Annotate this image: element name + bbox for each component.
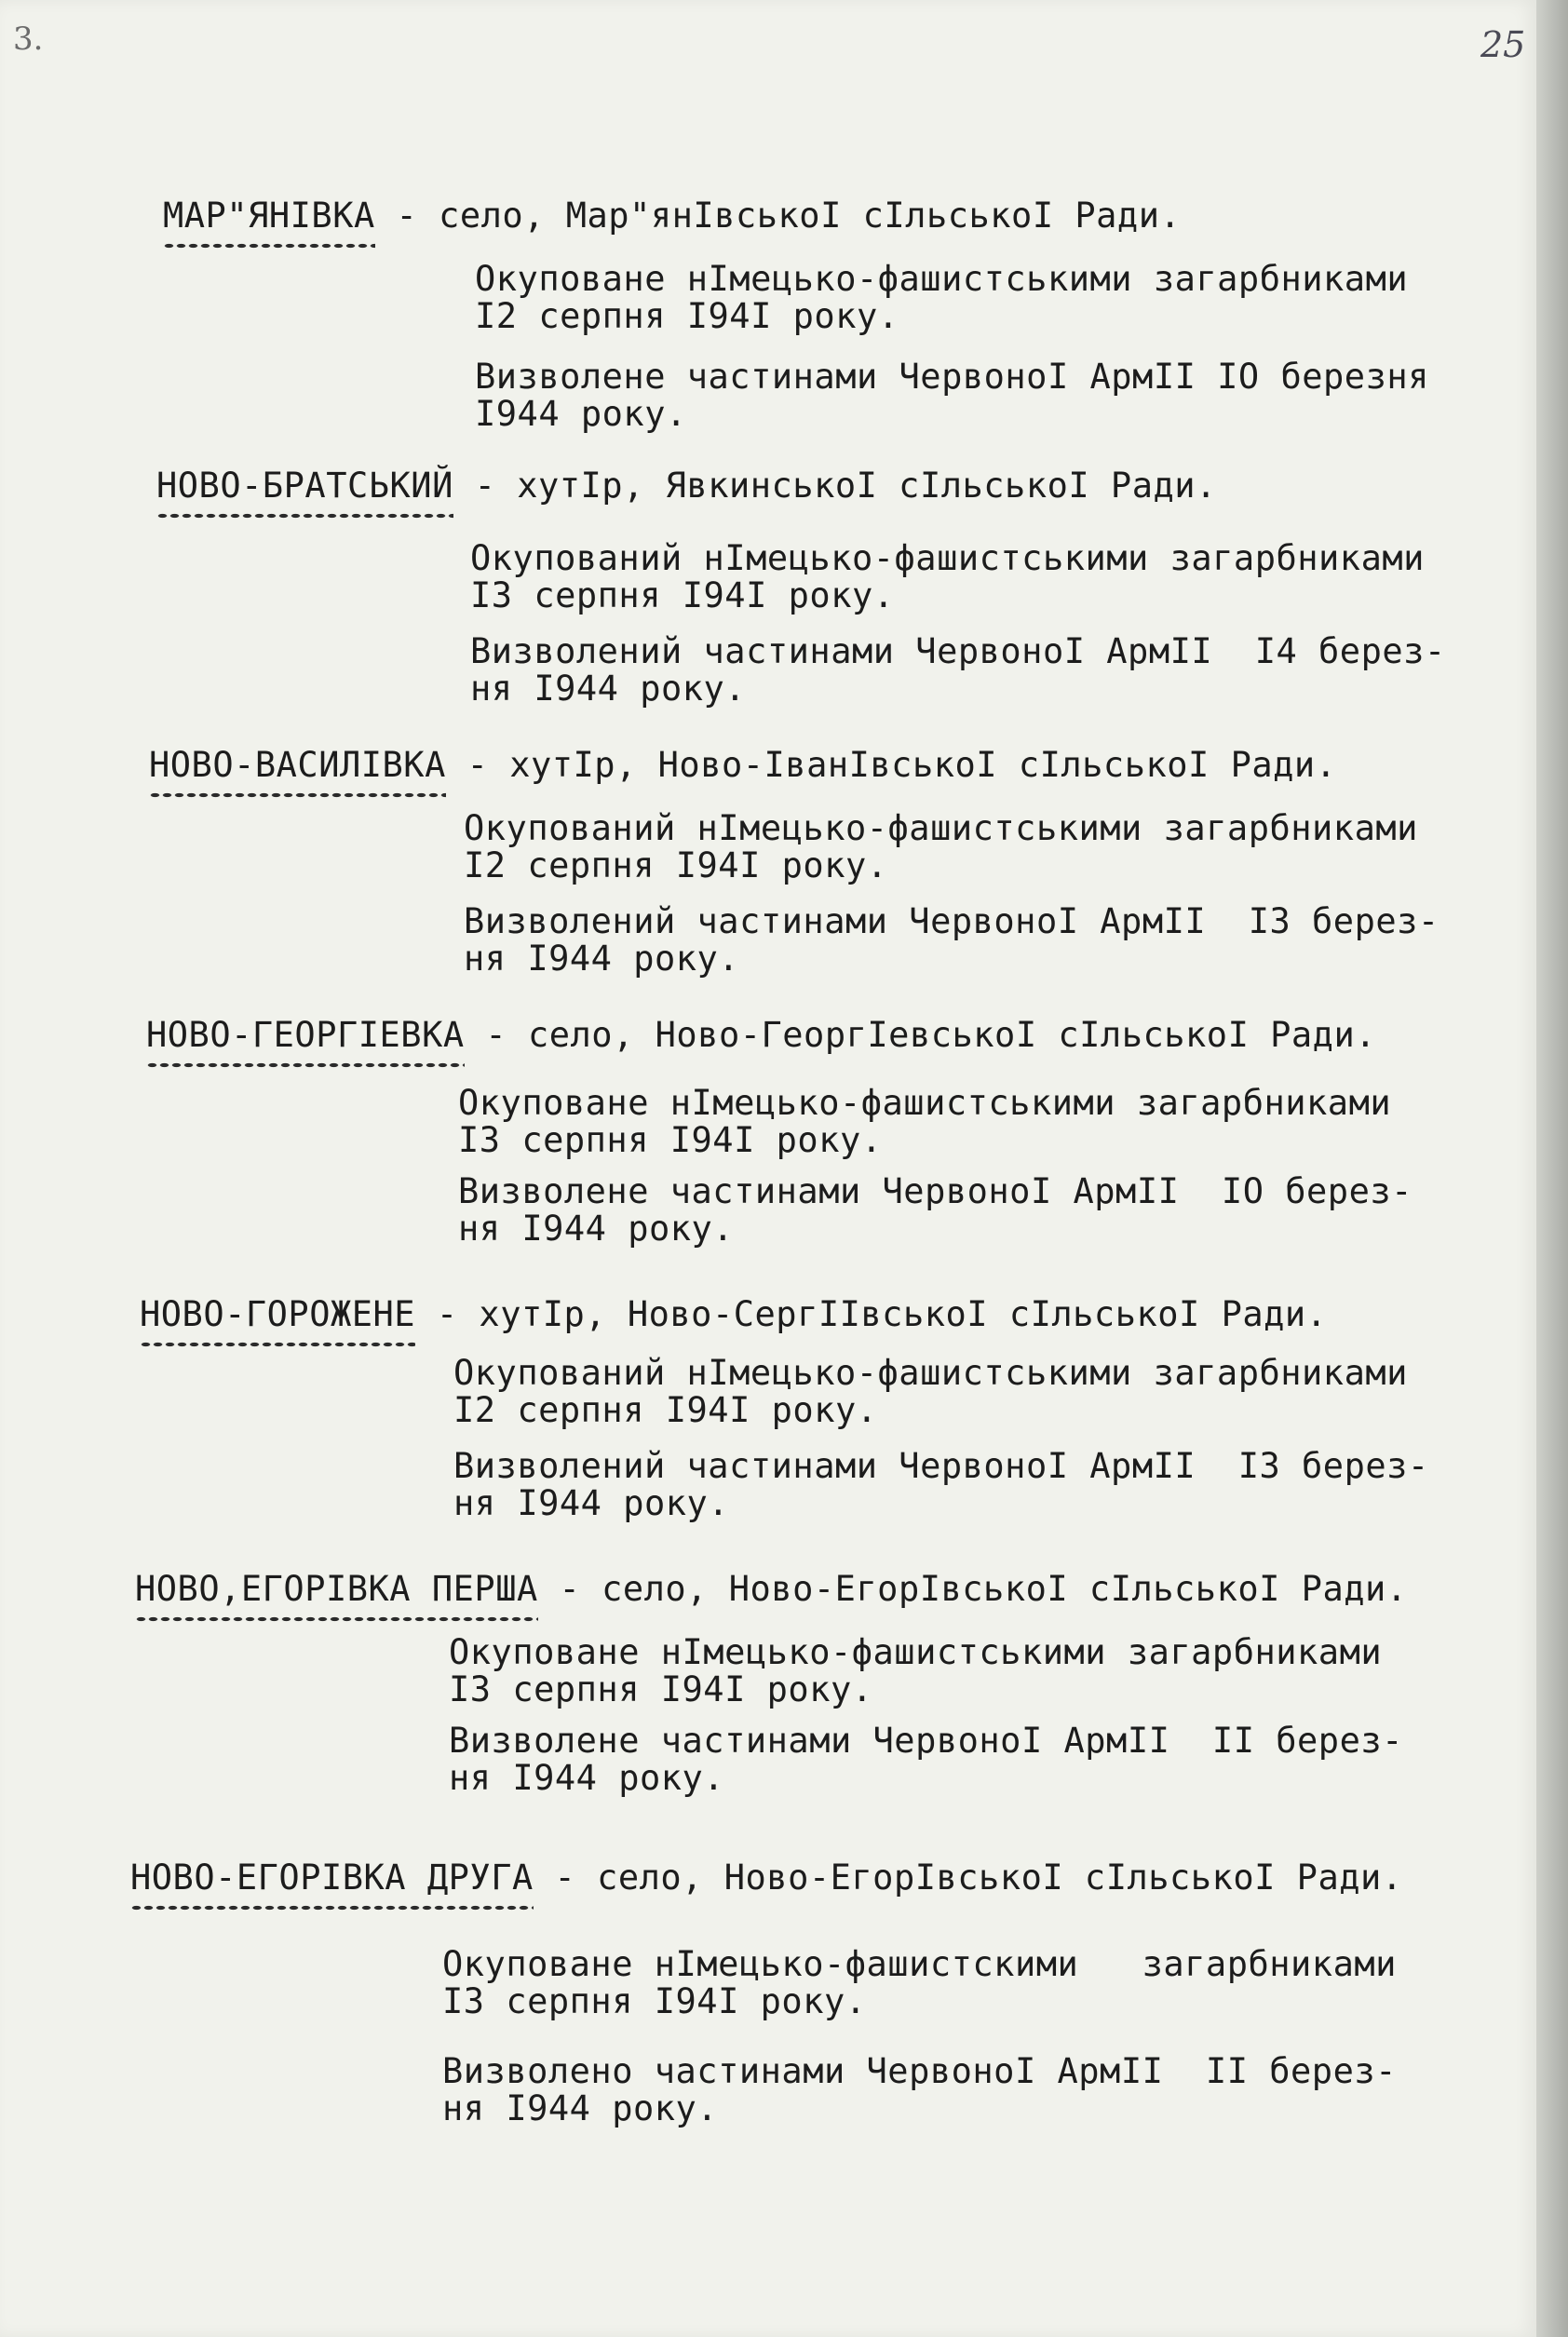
- village-description: - хутІр, Ново-ІванІвськоІ сІльськоІ Ради.: [466, 745, 1337, 785]
- occupation-text: Окупований нІмецько-фашистськими загарбниками I3 серпня I94I року.: [470, 538, 1425, 615]
- liberation-text: Визволене частинами ЧервоноІ АрмІІ IO берез- ня I944 року.: [458, 1171, 1413, 1249]
- entry-heading: [140, 1294, 1327, 1334]
- village-description: - хутІр, ЯвкинськоІ сІльськоІ Ради.: [474, 466, 1217, 506]
- entry-heading: [130, 1857, 1403, 1898]
- village-name: НОВО-ГЕОРГІЕВКА: [146, 1015, 465, 1055]
- occupation-text: Окуповане нІмецько-фашистськими загарбниками I3 серпня I94I року.: [449, 1632, 1383, 1709]
- village-description: - хутІр, Ново-СергІІвськоІ сІльськоІ Ради.: [436, 1294, 1328, 1334]
- liberation-text: Визволений частинами ЧервоноІ АрмІІ I3 берез- ня I944 року.: [453, 1446, 1429, 1523]
- village-description: - село, Мар"янІвськоІ сІльськоІ Ради.: [396, 196, 1182, 236]
- entry-heading: [163, 196, 1181, 236]
- entry-heading: [156, 466, 1217, 506]
- occupation-text: Окупований нІмецько-фашистськими загарбниками I2 серпня I94I року.: [453, 1353, 1408, 1430]
- village-description: - село, Ново-ГеоргІевськоІ сІльськоІ Ради.: [485, 1015, 1377, 1055]
- occupation-text: Окуповане нІмецько-фашистскими загарбниками I3 серпня I94I року.: [442, 1944, 1397, 2021]
- entry-heading: [146, 1015, 1376, 1055]
- liberation-text: Визволено частинами ЧервоноІ АрмІІ II берез- ня I944 року.: [442, 2051, 1397, 2128]
- village-description: - село, Ново-ЕгорІвськоІ сІльськоІ Ради.: [554, 1857, 1403, 1898]
- page-edge-shadow: [1536, 0, 1568, 2337]
- liberation-text: Визволений частинами ЧервоноІ АрмІІ I3 берез- ня I944 року.: [464, 901, 1440, 979]
- handwritten-page-number: 25: [1480, 24, 1526, 65]
- village-name: НОВО-БРАТСЬКИЙ: [156, 466, 453, 506]
- liberation-text: Визволене частинами ЧервоноІ АрмІІ II берез- ня I944 року.: [449, 1721, 1403, 1798]
- occupation-text: Окуповане нІмецько-фашистськими загарбниками I2 серпня I94I року.: [475, 259, 1409, 336]
- village-name: НОВО,ЕГОРІВКА ПЕРША: [135, 1569, 538, 1609]
- liberation-text: Визволене частинами ЧервоноІ АрмІІ IO березня I944 року.: [475, 357, 1429, 434]
- entry-heading: [149, 745, 1336, 785]
- entry-heading: [135, 1569, 1408, 1609]
- village-name: НОВО-ЕГОРІВКА ДРУГА: [130, 1857, 534, 1898]
- village-name: НОВО-ГОРОЖЕНЕ: [140, 1294, 416, 1334]
- village-description: - село, Ново-ЕгорІвськоІ сІльськоІ Ради.: [559, 1569, 1408, 1609]
- village-name: НОВО-ВАСИЛІВКА: [149, 745, 446, 785]
- village-name: МАР"ЯНІВКА: [163, 196, 375, 236]
- occupation-text: Окуповане нІмецько-фашистськими загарбниками I3 серпня I94I року.: [458, 1083, 1392, 1160]
- occupation-text: Окупований нІмецько-фашистськими загарбниками I2 серпня I94I року.: [464, 808, 1418, 885]
- liberation-text: Визволений частинами ЧервоноІ АрмІІ I4 берез- ня I944 року.: [470, 631, 1446, 709]
- corner-mark: 3.: [13, 20, 44, 58]
